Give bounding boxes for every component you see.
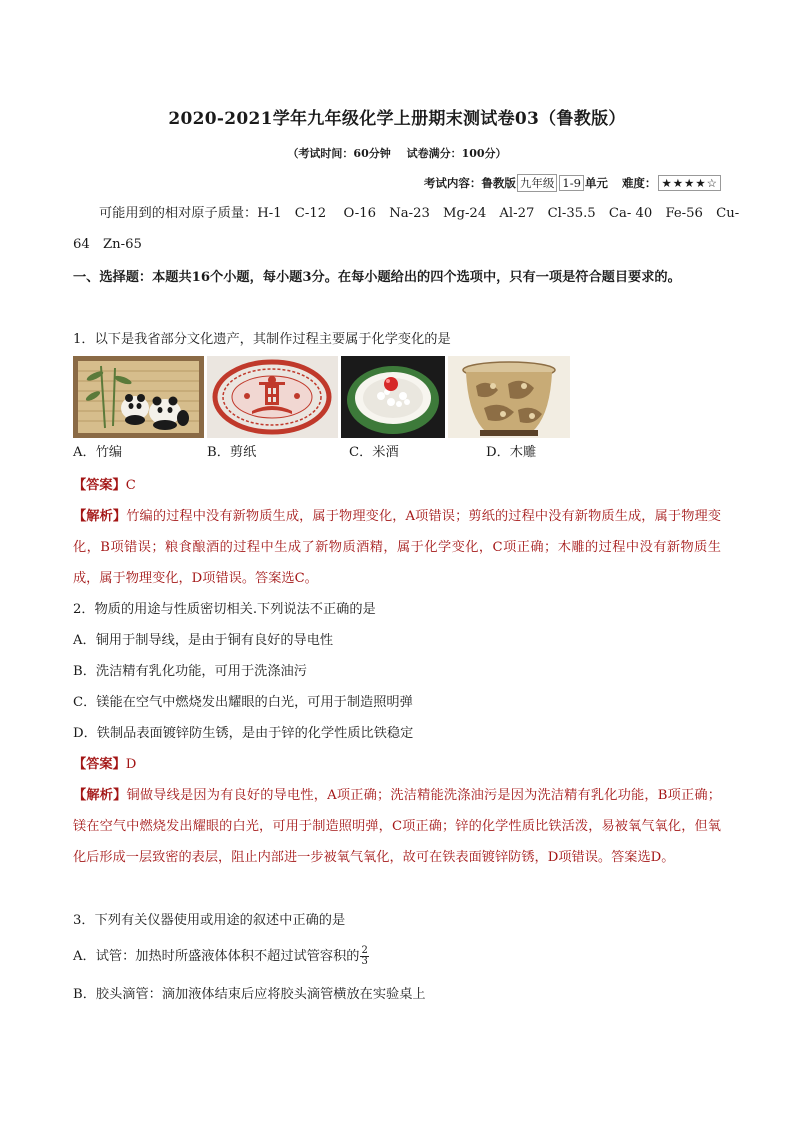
answer-label: 【答案】 [73, 757, 126, 772]
exam-subtitle [0, 145, 794, 161]
atomic-masses-line2: 64 Zn-65 [73, 237, 142, 252]
question-2-stem: 2．物质的用途与性质密切相关.下列说法不正确的是 [73, 602, 376, 617]
paper-cut-image [207, 356, 338, 438]
rice-wine-image [341, 356, 445, 438]
question-1-stem: 1．以下是我省部分文化遗产，其制作过程主要属于化学变化的是 [73, 332, 451, 347]
fraction-denominator: 3 [361, 956, 368, 967]
answer-value: D [125, 757, 137, 772]
analysis-label: 【解析】 [73, 788, 127, 803]
bamboo-weaving-image [73, 356, 204, 438]
difficulty-stars: ★★★★☆ [658, 175, 721, 191]
full-score: 试卷满分：100分） [406, 147, 507, 160]
analysis-label: 【解析】 [73, 509, 127, 524]
question-1-option-d: D．木雕 [486, 445, 537, 460]
answer-value: C [125, 478, 136, 493]
exam-meta [424, 174, 721, 192]
question-2 [73, 594, 721, 749]
question-1-analysis [73, 501, 721, 594]
page-title: 2020-2021学年九年级化学上册期末测试卷03（鲁教版） [168, 109, 626, 129]
question-3-option-a-text: A．试管：加热时所盛液体体积不超过试管容积的 [73, 949, 360, 964]
question-2-analysis [73, 780, 721, 873]
wood-carving-image [448, 356, 570, 438]
answer-label: 【答案】 [73, 478, 126, 493]
question-3-option-a [73, 940, 721, 974]
fraction [360, 946, 368, 967]
question-1-option-b: B．剪纸 [207, 445, 257, 460]
analysis-text: 铜做导线是因为有良好的导电性，A项正确；洗洁精能洗涤油污是因为洗洁精有乳化功能，B项正确；镁在空气中燃烧发出耀眼的白光，可用于制造照明弹，C项正确；锌的化学性质比铁活泼，易被氧气氧化，但氧化后形成一层致密的表层，阻止内部进一步被氧气氧化，故可在铁表面镀锌防锈，D项错误。答案选D。 [73, 788, 721, 865]
units-box: 1-9 [559, 175, 584, 191]
section-heading-text: 本题共16个小题，每小题3分。在每小题给出的四个选项中，只有一项是符合题目要求的。 [152, 270, 681, 285]
question-2-option-b: B．洗洁精有乳化功能，可用于洗涤油污 [73, 664, 307, 679]
content-label: 考试内容：鲁教版 [423, 176, 516, 190]
question-3-stem: 3．下列有关仪器使用或用途的叙述中正确的是 [73, 913, 346, 928]
atomic-masses-line1: 可能用到的相对原子质量：H-1 C-12 O-16 Na-23 Mg-24 Al-27 Cl-35.5 Ca- 40 Fe-56 Cu- [99, 206, 740, 221]
question-2-option-c: C．镁能在空气中燃烧发出耀眼的白光，可用于制造照明弹 [73, 695, 413, 710]
difficulty-label: 难度： [621, 176, 657, 190]
exam-time: （考试时间：60分钟 [287, 147, 391, 160]
question-1-option-c: C．米酒 [349, 445, 399, 460]
units-suffix: 单元 [584, 176, 608, 190]
section-heading-label: 一、选择题： [73, 270, 153, 285]
question-3-option-b: B．胶头滴管：滴加液体结束后应将胶头滴管横放在实验桌上 [73, 987, 426, 1002]
question-2-option-d: D．铁制品表面镀锌防生锈，是由于锌的化学性质比铁稳定 [73, 726, 414, 741]
question-1-answer [73, 470, 721, 501]
grade-box: 九年级 [517, 174, 558, 192]
question-1-option-a: A．竹编 [73, 445, 123, 460]
question-2-answer [73, 749, 721, 780]
atomic-masses [73, 198, 740, 260]
question-1-figures [73, 356, 570, 438]
section-heading [73, 262, 721, 293]
question-2-option-a: A．铜用于制导线，是由于铜有良好的导电性 [73, 633, 334, 648]
analysis-text: 竹编的过程中没有新物质生成，属于物理变化，A项错误；剪纸的过程中没有新物质生成，属于物理变化，B项错误；粮食酿酒的过程中生成了新物质酒精，属于化学变化，C项正确；木雕的过程中没有新物质生成，属于物理变化，D项错误。答案选C。 [73, 509, 722, 586]
fraction-numerator: 2 [361, 945, 368, 956]
